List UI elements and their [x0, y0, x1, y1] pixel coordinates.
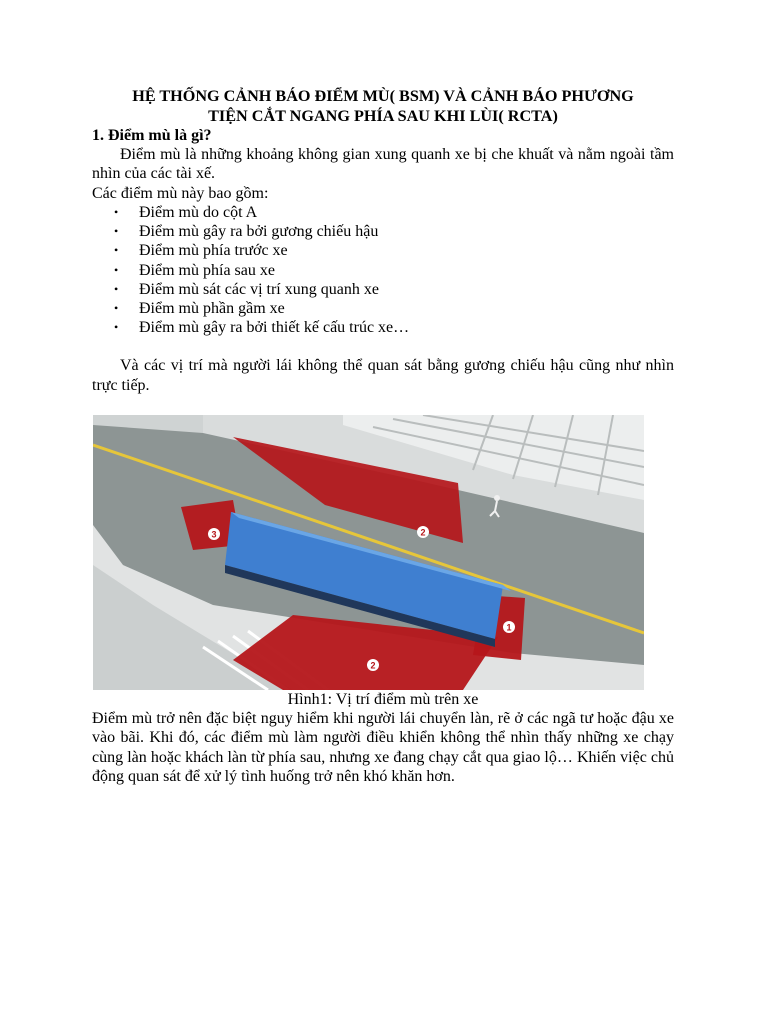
- section-heading: 1. Điểm mù là gì?: [92, 127, 212, 144]
- list-item-text: Điểm mù gây ra bởi thiết kế cấu trúc xe…: [139, 319, 410, 337]
- document-body: [92, 86, 674, 395]
- figure-caption: Hình1: Vị trí điểm mù trên xe: [287, 691, 479, 708]
- list-item: [92, 261, 674, 280]
- list-item: [92, 318, 674, 337]
- list-item: [92, 241, 674, 260]
- svg-text:1: 1: [506, 622, 512, 633]
- list-item: [92, 222, 674, 241]
- svg-text:2: 2: [370, 660, 376, 671]
- blind-spot-list: [92, 203, 674, 337]
- spacer: [92, 337, 674, 356]
- marker-2-lower: [367, 659, 379, 671]
- list-item-text: Điểm mù phía trước xe: [139, 242, 288, 260]
- bullet-icon: •: [114, 262, 119, 277]
- marker-2-upper: [417, 526, 429, 538]
- svg-text:3: 3: [211, 529, 217, 540]
- list-item-text: Điểm mù sát các vị trí xung quanh xe: [139, 280, 379, 298]
- list-item-text: Điểm mù do cột A: [139, 203, 258, 221]
- bullet-icon: •: [114, 204, 119, 219]
- blind-spot-figure: [93, 415, 644, 690]
- list-item-text: Điểm mù phần gầm xe: [139, 299, 285, 317]
- document-title: [92, 86, 674, 126]
- title-line-1: HỆ THỐNG CẢNH BÁO ĐIỂM MÙ( BSM) VÀ CẢNH BÁO PHƯƠNG: [132, 87, 634, 105]
- list-item-text: Điểm mù gây ra bởi gương chiếu hậu: [139, 223, 379, 241]
- paragraph-danger: Điểm mù trở nên đặc biệt nguy hiểm khi người lái chuyển làn, rẽ ở các ngã tư hoặc đậu xe vào bãi. Khi đó, các điểm mù làm người điều khiển không thể nhìn thấy những xe chạy cùng làn hoặc khách làn từ phía sau, nhưng xe đang chạy cắt qua giao lộ… Khiến việc chủ động quan sát để xử lý tình huống trở nên khó khăn hơn.: [92, 710, 674, 785]
- bullet-icon: •: [114, 300, 119, 315]
- blind-spot-illustration: [93, 415, 644, 690]
- list-item: [92, 299, 674, 318]
- closing-section: [92, 709, 674, 786]
- list-item: [92, 203, 674, 222]
- title-line-2: TIỆN CẮT NGANG PHÍA SAU KHI LÙI( RCTA): [208, 107, 558, 125]
- list-item: [92, 280, 674, 299]
- bullet-icon: •: [114, 224, 119, 239]
- paragraph-mirrors: Và các vị trí mà người lái không thể quan sát bằng gương chiếu hậu cũng như nhìn trực tiếp.: [92, 357, 674, 394]
- bullet-icon: •: [114, 243, 119, 258]
- paragraph-definition: Điểm mù là những khoảng không gian xung quanh xe bị che khuất và nằm ngoài tầm nhìn của các tài xế.: [92, 146, 674, 183]
- paragraph-list-intro: Các điểm mù này bao gồm:: [92, 184, 269, 202]
- svg-text:2: 2: [420, 527, 426, 538]
- bullet-icon: •: [114, 320, 119, 335]
- bullet-icon: •: [114, 281, 119, 296]
- marker-1: [503, 621, 515, 633]
- list-item-text: Điểm mù phía sau xe: [139, 261, 275, 279]
- marker-3: [208, 528, 220, 540]
